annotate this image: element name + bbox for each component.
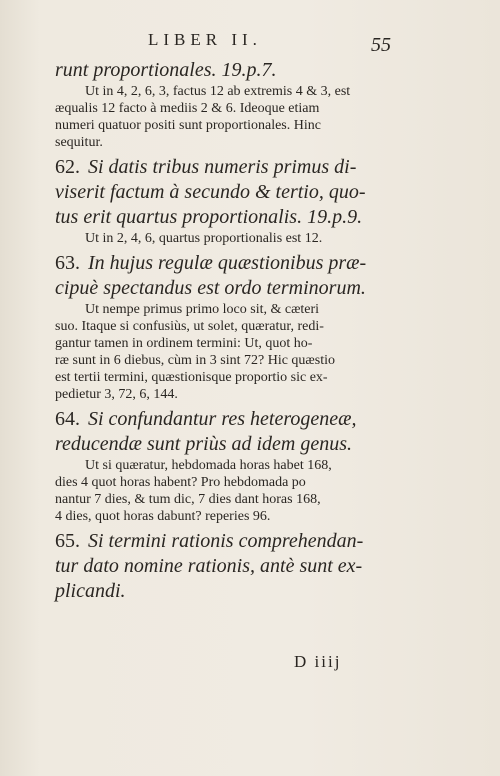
text-line: est tertii termini, quæstionisque proportio sic ex- [55, 370, 328, 385]
text-line: æqualis 12 facto à mediis 2 & 6. Ideoque etiam [55, 101, 320, 116]
text-line: plicandi. [55, 580, 126, 602]
text-line: gantur tamen in ordinem termini: Ut, quot ho- [55, 336, 313, 351]
page-body [55, 58, 395, 604]
text-line: Ut nempe primus primo loco sit, & cæteri [85, 302, 320, 317]
text-line: pedietur 3, 72, 6, 144. [55, 387, 178, 402]
page-number: 55 [371, 34, 391, 56]
running-head: LIBER II. [148, 30, 262, 49]
section-64-heading: 64. Si confundantur res heterogeneæ, [55, 408, 357, 430]
section-62-heading: 62. Si datis tribus numeris primus di- [55, 156, 357, 178]
text-line: reducendæ sunt priùs ad idem genus. [55, 433, 353, 455]
page-header [0, 30, 500, 54]
section-63-heading: 63. In hujus regulæ quæstionibus præ- [55, 252, 367, 274]
section-number: 65. [55, 530, 80, 552]
section-number: 62. [55, 156, 80, 178]
signature-mark: D iiij [294, 652, 342, 671]
text-line: dies 4 quot horas habent? Pro hebdomada po [55, 475, 306, 490]
text-line: Ut in 4, 2, 6, 3, factus 12 ab extremis 4 & 3, est [85, 84, 351, 99]
text-line: tus erit quartus proportionalis. 19.p.9. [55, 206, 363, 228]
section-number: 64. [55, 408, 80, 430]
section-number: 63. [55, 252, 80, 274]
text-line: cipuè spectandus est ordo terminorum. [55, 277, 366, 299]
text-line: ræ sunt in 6 diebus, cùm in 3 sint 72? Hic quæstio [55, 353, 335, 368]
text-line: 4 dies, quot horas dabunt? reperies 96. [55, 509, 271, 524]
text-line: runt proportionales. 19.p.7. [55, 59, 277, 81]
text-line: nantur 7 dies, & tum dic, 7 dies dant horas 168, [55, 492, 321, 507]
text-line: viserit factum à secundo & tertio, quo- [55, 181, 366, 203]
text-line: Ut si quæratur, hebdomada horas habet 168, [85, 458, 332, 473]
text-line: suo. Itaque si confusiùs, ut solet, quæratur, redi- [55, 319, 324, 334]
text-line: Ut in 2, 4, 6, quartus proportionalis est 12. [85, 231, 323, 246]
section-65-heading: 65. Si termini rationis comprehendan- [55, 530, 364, 552]
text-line: sequitur. [55, 135, 103, 150]
text-line: tur dato nomine rationis, antè sunt ex- [55, 555, 363, 577]
text-line: numeri quatuor positi sunt proportionales. Hinc [55, 118, 321, 133]
